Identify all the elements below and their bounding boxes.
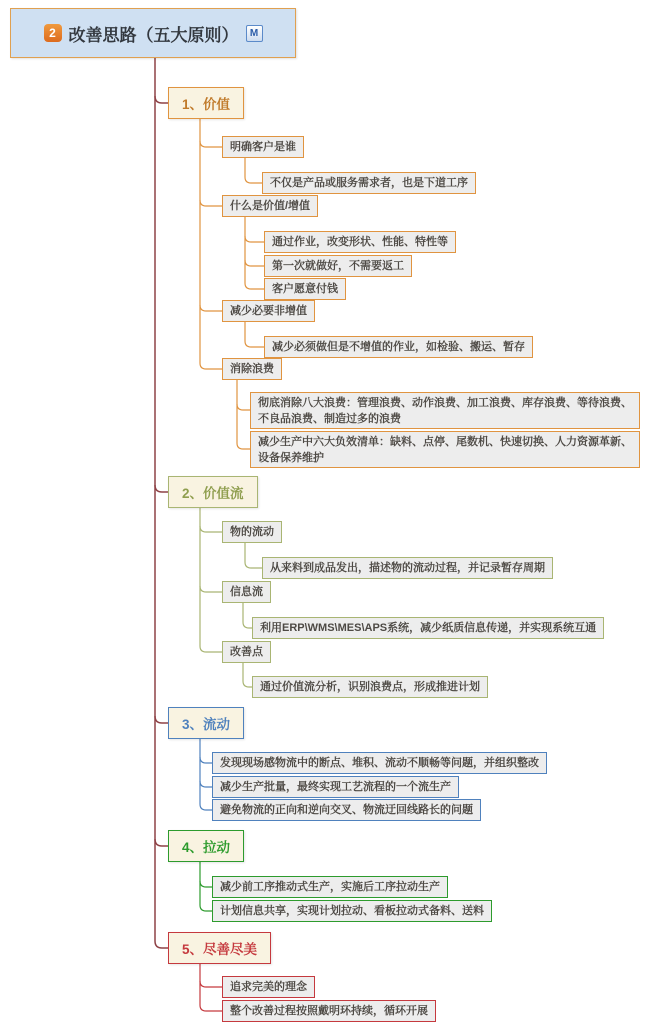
b2-child-info-flow[interactable]: 信息流 [222,581,271,603]
b1-leaf-reduce-inspection-handling[interactable]: 减少必须做但是不增值的作业，如检验、搬运、暂存 [264,336,533,358]
marker-m-icon[interactable]: M [246,25,263,42]
b1-child-who-is-customer[interactable]: 明确客户是谁 [222,136,304,158]
b1-child-what-is-value[interactable]: 什么是价值/增值 [222,195,318,217]
b2-child-material-flow[interactable]: 物的流动 [222,521,282,543]
b1-leaf-eight-wastes[interactable]: 彻底消除八大浪费：管理浪费、动作浪费、加工浪费、库存浪费、等待浪费、不良品浪费、制造过多的浪费 [250,392,640,429]
branch-5-connectors [200,964,222,1011]
b3-leaf-avoid-crossing[interactable]: 避免物流的正向和逆向交叉、物流迂回线路长的问题 [212,799,481,821]
b1-leaf-right-first-time[interactable]: 第一次就做好，不需要返工 [264,255,412,277]
b4-leaf-plan-sharing[interactable]: 计划信息共享，实现计划拉动、看板拉动式备料、送料 [212,900,492,922]
branch-2-topic[interactable]: 2、价值流 [168,476,258,508]
b1-child-eliminate-waste[interactable]: 消除浪费 [222,358,282,380]
branch-5-topic[interactable]: 5、尽善尽美 [168,932,271,964]
b2-leaf-incoming-to-finished[interactable]: 从来料到成品发出，描述物的流动过程，并记录暂存周期 [262,557,553,579]
b1-leaf-customer-pays[interactable]: 客户愿意付钱 [264,278,346,300]
b1-leaf-change-shape[interactable]: 通过作业，改变形状、性能、特性等 [264,231,456,253]
b1-child-reduce-necessary-nonvalue[interactable]: 减少必要非增值 [222,300,315,322]
b2-leaf-erp-systems[interactable]: 利用ERP\WMS\MES\APS系统，减少纸质信息传递，并实现系统互通 [252,617,604,639]
root-topic-label: 改善思路（五大原则） [68,25,239,45]
b1-leaf-six-negative-list[interactable]: 减少生产中六大负效清单：缺料、点停、尾数机、快速切换、人力资源革新、设备保养维护 [250,431,640,468]
branch-4-connectors [200,862,212,911]
b5-leaf-pursue-perfection[interactable]: 追求完美的理念 [222,976,315,998]
branch-1-topic[interactable]: 1、价值 [168,87,244,119]
b4-leaf-pull-production[interactable]: 减少前工序推动式生产，实施后工序拉动生产 [212,876,448,898]
b5-leaf-pdca-cycle[interactable]: 整个改善过程按照戴明环持续，循环开展 [222,1000,436,1022]
root-topic[interactable] [10,8,296,58]
b1-leaf-not-only-demander[interactable]: 不仅是产品或服务需求者，也是下道工序 [262,172,476,194]
b3-leaf-reduce-batch[interactable]: 减少生产批量，最终实现工艺流程的一个流生产 [212,776,459,798]
b2-leaf-value-stream-analysis[interactable]: 通过价值流分析，识别浪费点，形成推进计划 [252,676,488,698]
branch-3-topic[interactable]: 3、流动 [168,707,244,739]
b2-child-improvement-points[interactable]: 改善点 [222,641,271,663]
branch-3-connectors [200,739,212,810]
branch-4-topic[interactable]: 4、拉动 [168,830,244,862]
b3-leaf-find-breakpoints[interactable]: 发现现场感物流中的断点、堆积、流动不顺畅等问题，并组织整改 [212,752,547,774]
spine-connector [155,58,168,948]
priority-2-icon[interactable]: 2 [44,24,62,42]
